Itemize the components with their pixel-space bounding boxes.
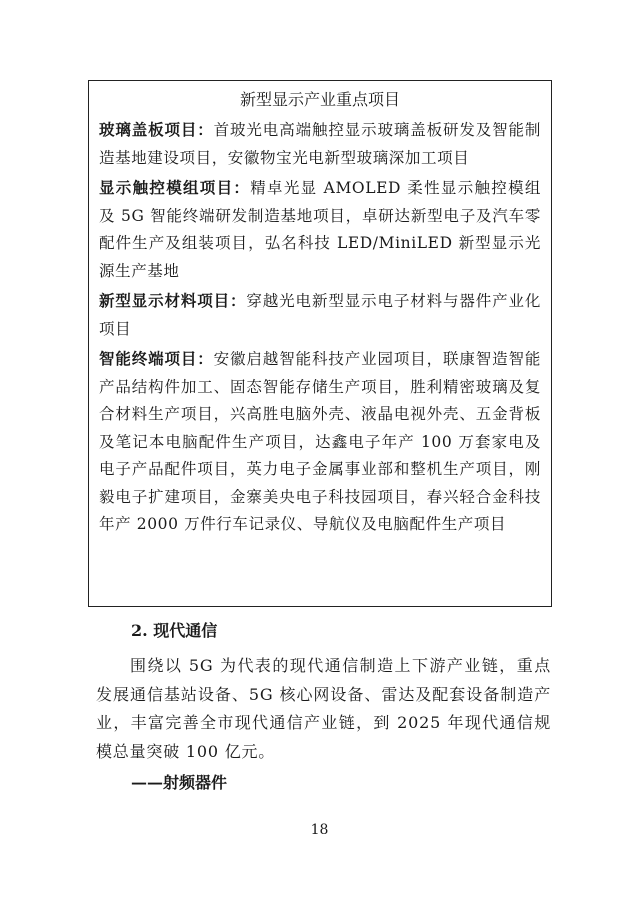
key-projects-box [88,80,552,607]
entry-label: 显示触控模组项目： [99,178,251,197]
entry-label: 智能终端项目： [99,349,214,368]
section-subheading: ——射频器件 [131,773,228,792]
project-entry-display-material [99,287,541,343]
section-heading: 2. 现代通信 [131,621,218,640]
entry-text: 安徽启越智能科技产业园项目，联康智造智能产品结构件加工、固态智能存储生产项目，胜利精密玻璃及复合材料生产项目，兴高胜电脑外壳、液晶电视外壳、五金背板及笔记本电脑配件生产项目，达鑫电子年产 100 万套家电及电子产品配件项目，英力电子金属事业部和整机生产项目，刚毅电子扩建项目，金寨美央电子科技园项目，春兴轻合金科技年产 2000 万件行车记录仪、导航仪及电脑配件生产项目 [99,350,541,533]
project-entry-touch-module [99,174,541,285]
entry-text: 穿越光电新型显示电子材料与器件产业化项目 [99,292,541,338]
page-number: 18 [310,822,329,838]
project-entry-smart-terminal [99,345,541,539]
entry-text: 精卓光显 AMOLED 柔性显示触控模组及 5G 智能终端研发制造基地项目，卓研达新型电子及汽车零配件生产及组装项目，弘名科技 LED/MiniLED 新型显示光源生产基地 [99,179,541,280]
project-entry-glass-cover [99,116,541,172]
entry-label: 玻璃盖板项目： [99,120,214,139]
box-title: 新型显示产业重点项目 [239,90,400,109]
entry-label: 新型显示材料项目： [99,291,247,310]
section-paragraph: 围绕以 5G 为代表的现代通信制造上下游产业链，重点发展通信基站设备、5G 核心网设备、雷达及配套设备制造产业，丰富完善全市现代通信产业链，到 2025 年现代通信规模总量突破 100 亿元。 [96,656,551,761]
entry-text: 首玻光电高端触控显示玻璃盖板研发及智能制造基地建设项目，安徽物宝光电新型玻璃深加工项目 [99,121,541,167]
